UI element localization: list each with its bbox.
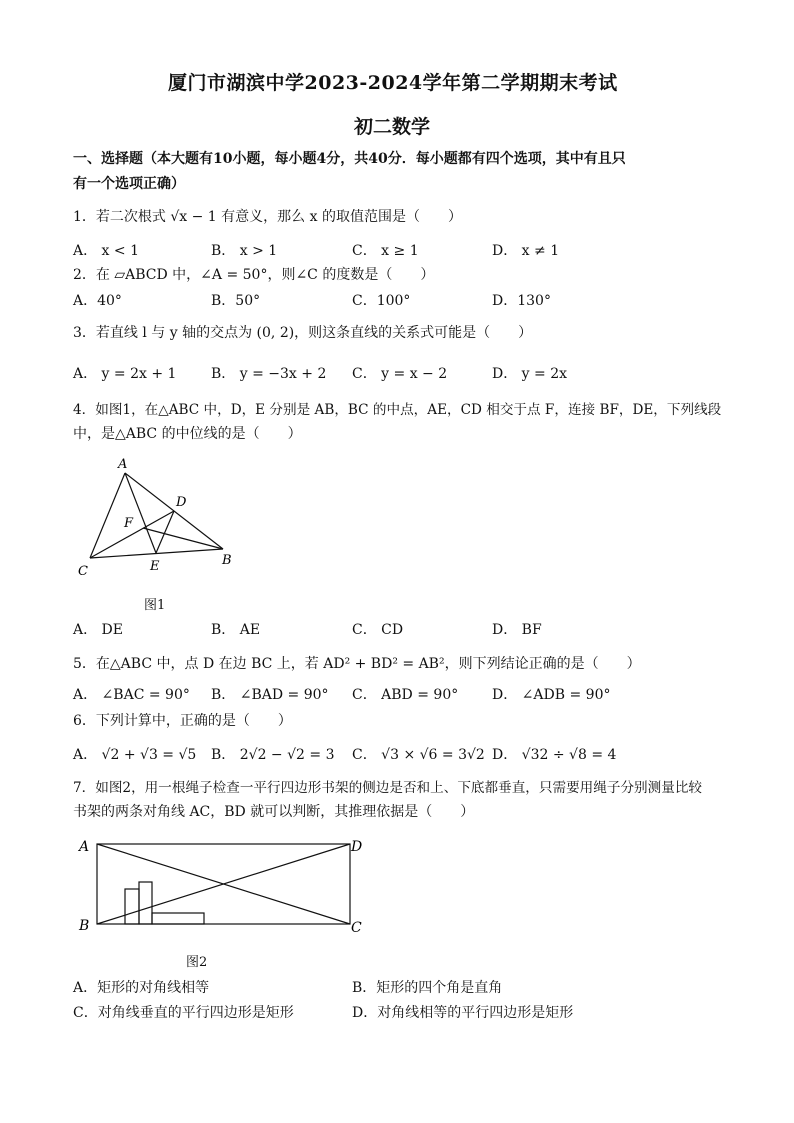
question-2-option-c: C．100° [352,293,411,309]
question-2-stem: 2．在 ▱ABCD 中，∠A = 50°，则∠C 的度数是（ ） [73,267,435,283]
figure-1-triangle [70,453,250,583]
label-a: A [118,457,128,472]
figure-1-caption: 图1 [144,598,166,613]
label-d: D [351,839,363,855]
question-5-option-b: B． ∠BAD = 90° [211,687,329,703]
question-1-option-b: B． x > 1 [211,243,278,259]
question-7-option-b: B．矩形的四个角是直角 [352,980,503,996]
figure-2-bookshelf [72,832,372,942]
question-6-option-c: C． √3 × √6 = 3√2 [352,747,485,763]
question-1-option-d: D． x ≠ 1 [492,243,560,259]
question-4-option-c: C． CD [352,622,404,638]
label-a: A [79,839,90,855]
label-f: F [124,516,134,531]
question-5-option-d: D． ∠ADB = 90° [492,687,611,703]
label-b: B [79,918,90,934]
figure-2-caption: 图2 [186,955,208,970]
question-5-stem: 5．在△ABC 中，点 D 在边 BC 上，若 AD² + BD² = AB²，则下列结论正确的是（ ） [73,656,641,672]
question-1-option-a: A． x < 1 [73,243,139,259]
question-4-option-d: D． BF [492,622,542,638]
question-4-stem-line2: 中，是△ABC 的中位线的是（ ） [73,426,302,442]
question-6-stem: 6．下列计算中，正确的是（ ） [73,713,292,729]
question-7-stem-line1: 7．如图2，用一根绳子检查一平行四边形书架的侧边是否和上、下底都垂直，只需要用绳子分别测量比较 [73,780,703,796]
question-7-stem-line2: 书架的两条对角线 AC，BD 就可以判断，其推理依据是（ ） [73,804,475,820]
book-3 [152,913,204,924]
question-3-option-d: D． y = 2x [492,366,568,382]
book-1 [125,889,139,924]
question-1-option-c: C． x ≥ 1 [352,243,419,259]
label-d: D [176,495,187,510]
section-heading-line2: 有一个选项正确） [73,176,185,192]
question-6-option-b: B． 2√2 − √2 = 3 [211,747,335,763]
question-4-option-b: B． AE [211,622,261,638]
label-b: B [222,553,232,568]
label-e: E [150,559,160,574]
segment-ac [90,473,125,558]
question-7-option-d: D．对角线相等的平行四边形是矩形 [352,1005,574,1021]
question-3-option-b: B． y = −3x + 2 [211,366,327,382]
question-3-stem: 3．若直线 l 与 y 轴的交点为 (0, 2)，则这条直线的关系式可能是（ ） [73,325,533,341]
label-c: C [78,564,88,579]
question-4-option-a: A． DE [73,622,124,638]
label-c: C [351,920,362,936]
question-5-option-a: A． ∠BAC = 90° [73,687,190,703]
section-heading-line1: 一、选择题（本大题有10小题，每小题4分，共40分．每小题都有四个选项，其中有且只 [73,151,626,167]
question-4-stem-line1: 4．如图1，在△ABC 中，D，E 分别是 AB，BC 的中点，AE，CD 相交于点 F，连接 BF，DE，下列线段 [73,402,722,418]
question-2-option-b: B．50° [211,293,261,309]
question-2-option-d: D．130° [492,293,551,309]
question-6-option-d: D． √32 ÷ √8 = 4 [492,747,617,763]
question-3-option-a: A． y = 2x + 1 [73,366,177,382]
question-1-stem: 1．若二次根式 √x − 1 有意义，那么 x 的取值范围是（ ） [73,209,462,225]
question-7-option-a: A．矩形的对角线相等 [73,980,210,996]
question-2-option-a: A．40° [73,293,122,309]
question-5-option-c: C． ABD = 90° [352,687,459,703]
page-subtitle: 初二数学 [354,116,431,138]
question-3-option-c: C． y = x − 2 [352,366,448,382]
question-6-option-a: A． √2 + √3 = √5 [73,747,197,763]
book-2 [139,882,152,924]
segment-bf [143,528,223,549]
page-title: 厦门市湖滨中学2023-2024学年第二学期期末考试 [168,72,618,94]
question-7-option-c: C．对角线垂直的平行四边形是矩形 [73,1005,294,1021]
